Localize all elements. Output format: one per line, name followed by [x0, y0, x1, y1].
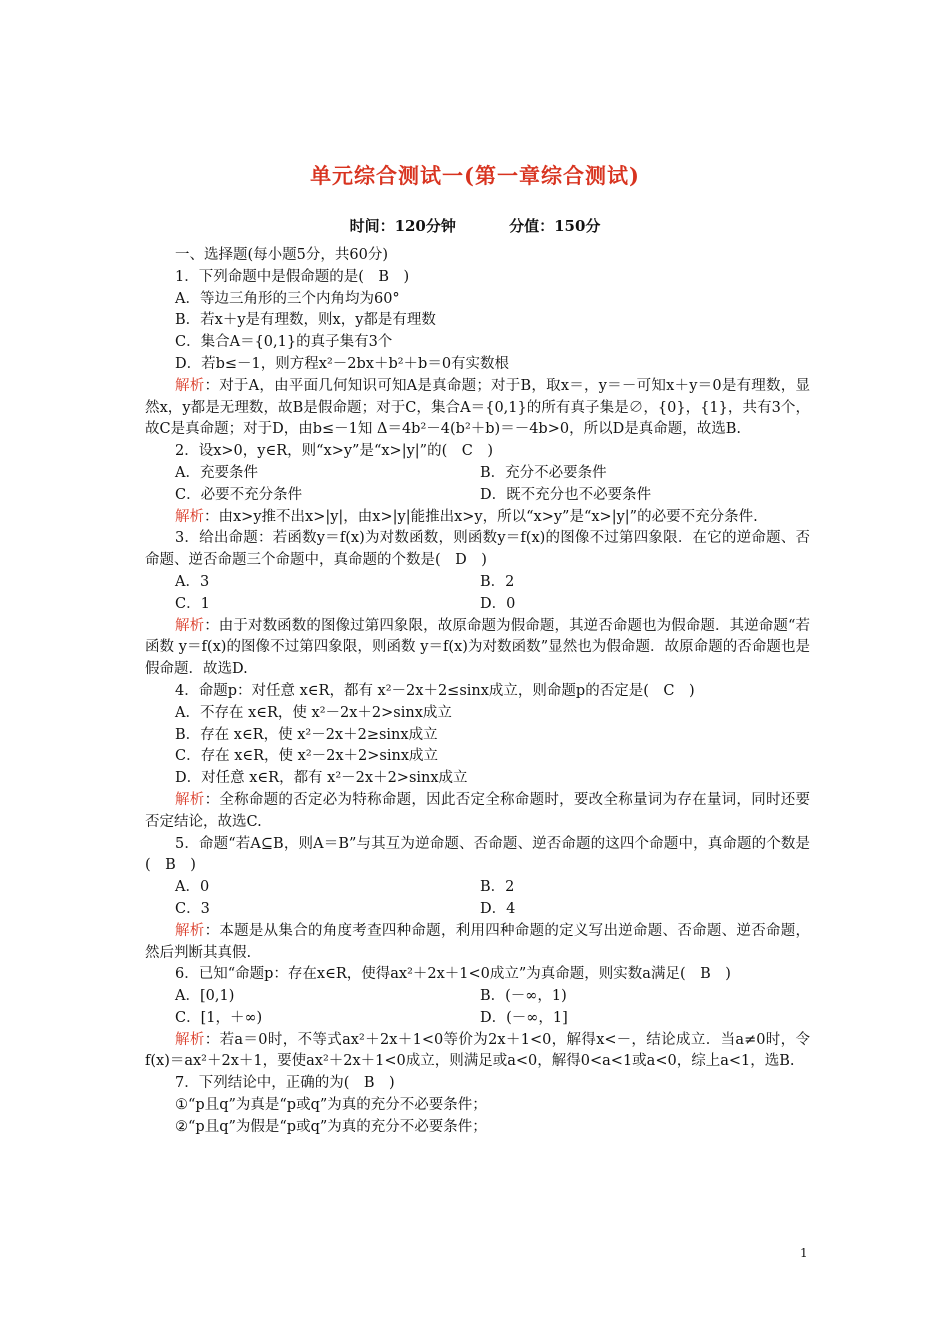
q2-option-b: B．充分不必要条件	[480, 464, 607, 481]
exam-time: 时间：120分钟	[349, 217, 456, 235]
q1-option-b: B．若x＋y是有理数，则x，y都是有理数	[175, 312, 436, 329]
q5-options-row-1	[145, 877, 810, 899]
q5-option-a: A．0	[175, 879, 210, 896]
explanation-label: 解析	[175, 377, 205, 394]
q5-stem: 5．命题“若A⊆B，则A＝B”与其互为逆命题、否命题、逆否命题的这四个命题中，真命题的个数是( B )	[145, 835, 810, 874]
explanation-label: 解析	[175, 1031, 205, 1048]
q4-option-a: A．不存在 x∈R，使 x²－2x＋2>sinx成立	[175, 704, 452, 721]
section-heading: 一、选择题(每小题5分，共60分)	[175, 247, 388, 263]
explanation-label: 解析	[175, 617, 205, 634]
q5-option-c: C．3	[175, 900, 210, 917]
q4-option-d: D．对任意 x∈R，都有 x²－2x＋2>sinx成立	[175, 770, 468, 787]
explanation-label: 解析	[175, 508, 204, 525]
q6-option-c: C．[1，＋∞)	[175, 1009, 263, 1026]
q6-stem: 6．已知“命题p：存在x∈R，使得ax²＋2x＋1<0成立”为真命题，则实数a满足( B )	[175, 966, 731, 983]
q2-options-row-1	[145, 463, 810, 485]
q5-options-row-2	[145, 899, 810, 921]
q5-option-b: B．2	[480, 879, 515, 896]
q1-option-d: D．若b≤－1，则方程x²－2bx＋b²＋b＝0有实数根	[175, 355, 510, 372]
q2-explanation: 解析：由x>y推不出x>|y|，由x>|y|能推出x>y，所以“x>y”是“x>|y|”的必要不充分条件.	[175, 508, 758, 525]
page-title: 单元综合测试一(第一章综合测试)	[310, 163, 640, 188]
q6-option-d: D．(－∞，1]	[480, 1009, 568, 1026]
q3-options-row-1	[145, 572, 810, 594]
q6-explanation: 解析：若a＝0时，不等式ax²＋2x＋1<0等价为2x＋1<0，解得x<－，结论成立．当a≠0时，令f(x)＝ax²＋2x＋1，要使ax²＋2x＋1<0成立，则满足或a<0，解得0<a<1或a<0，综上a<1，选B.	[145, 1031, 811, 1070]
q6-option-a: A．[0,1)	[175, 988, 235, 1005]
q2-option-d: D．既不充分也不必要条件	[480, 486, 652, 503]
q2-option-a: A．充要条件	[175, 464, 258, 481]
q1-explanation: 解析：对于A，由平面几何知识可知A是真命题；对于B，取x＝，y＝－可知x＋y＝0是有理数，显然x，y都是无理数，故B是假命题；对于C，集合A＝{0,1}的所有真子集是∅，{0}，{1}，共有3个，故C是真命题；对于D，由b≤－1知 Δ＝4b²－4(b²＋b)＝－4b>0，所以D是真命题，故选B.	[145, 377, 811, 438]
q3-explanation: 解析：由于对数函数的图像过第四象限，故原命题为假命题，其逆否命题也为假命题．其逆命题“若函数 y＝f(x)的图像不过第四象限，则函数 y＝f(x)为对数函数”显然也为假命题．故原命题的否命题也是假命题．故选D.	[145, 617, 811, 678]
explanation-label: 解析	[175, 922, 205, 939]
q4-option-b: B．存在 x∈R，使 x²－2x＋2≥sinx成立	[175, 726, 438, 743]
q3-option-b: B．2	[480, 573, 515, 590]
explanation-label: 解析	[175, 791, 205, 808]
q7-stem: 7．下列结论中，正确的为( B )	[175, 1075, 395, 1092]
q4-option-c: C．存在 x∈R，使 x²－2x＋2>sinx成立	[175, 748, 439, 765]
q1-stem: 1．下列命题中是假命题的是( B )	[175, 268, 410, 285]
q7-item-1: ①“p且q”为真是“p或q”为真的充分不必要条件；	[175, 1097, 487, 1114]
q6-options-row-2	[145, 1008, 810, 1030]
q2-options-row-2	[145, 485, 810, 507]
q6-options-row-1	[145, 986, 810, 1008]
exam-score: 分值：150分	[509, 217, 601, 235]
q3-stem: 3．给出命题：若函数y＝f(x)为对数函数，则函数y＝f(x)的图像不过第四象限．在它的逆命题、否命题、逆否命题三个命题中，真命题的个数是( D )	[145, 530, 810, 569]
q4-explanation: 解析：全称命题的否定必为特称命题，因此否定全称命题时，要改全称量词为存在量词，同时还要否定结论，故选C.	[145, 791, 811, 830]
q2-option-c: C．必要不充分条件	[175, 486, 303, 503]
exam-meta	[0, 215, 950, 236]
q2-stem: 2．设x>0，y∈R，则“x>y”是“x>|y|”的( C )	[175, 443, 493, 460]
question-list	[145, 245, 810, 1139]
q3-option-a: A．3	[175, 573, 210, 590]
q3-options-row-2	[145, 594, 810, 616]
q1-option-a: A．等边三角形的三个内角均为60°	[175, 290, 400, 307]
q5-option-d: D．4	[480, 900, 516, 917]
q6-option-b: B．(－∞，1)	[480, 988, 567, 1005]
page-number: 1	[800, 1246, 808, 1260]
q4-stem: 4．命题p：对任意 x∈R，都有 x²－2x＋2≤sinx成立，则命题p的否定是( C )	[175, 682, 695, 699]
q7-item-2: ②“p且q”为假是“p或q”为真的充分不必要条件；	[175, 1118, 487, 1135]
q5-explanation: 解析：本题是从集合的角度考查四种命题，利用四种命题的定义写出逆命题、否命题、逆否命题，然后判断其真假.	[145, 922, 811, 961]
q3-option-d: D．0	[480, 595, 516, 612]
q3-option-c: C．1	[175, 595, 210, 612]
q1-option-c: C．集合A＝{0,1}的真子集有3个	[175, 334, 393, 351]
